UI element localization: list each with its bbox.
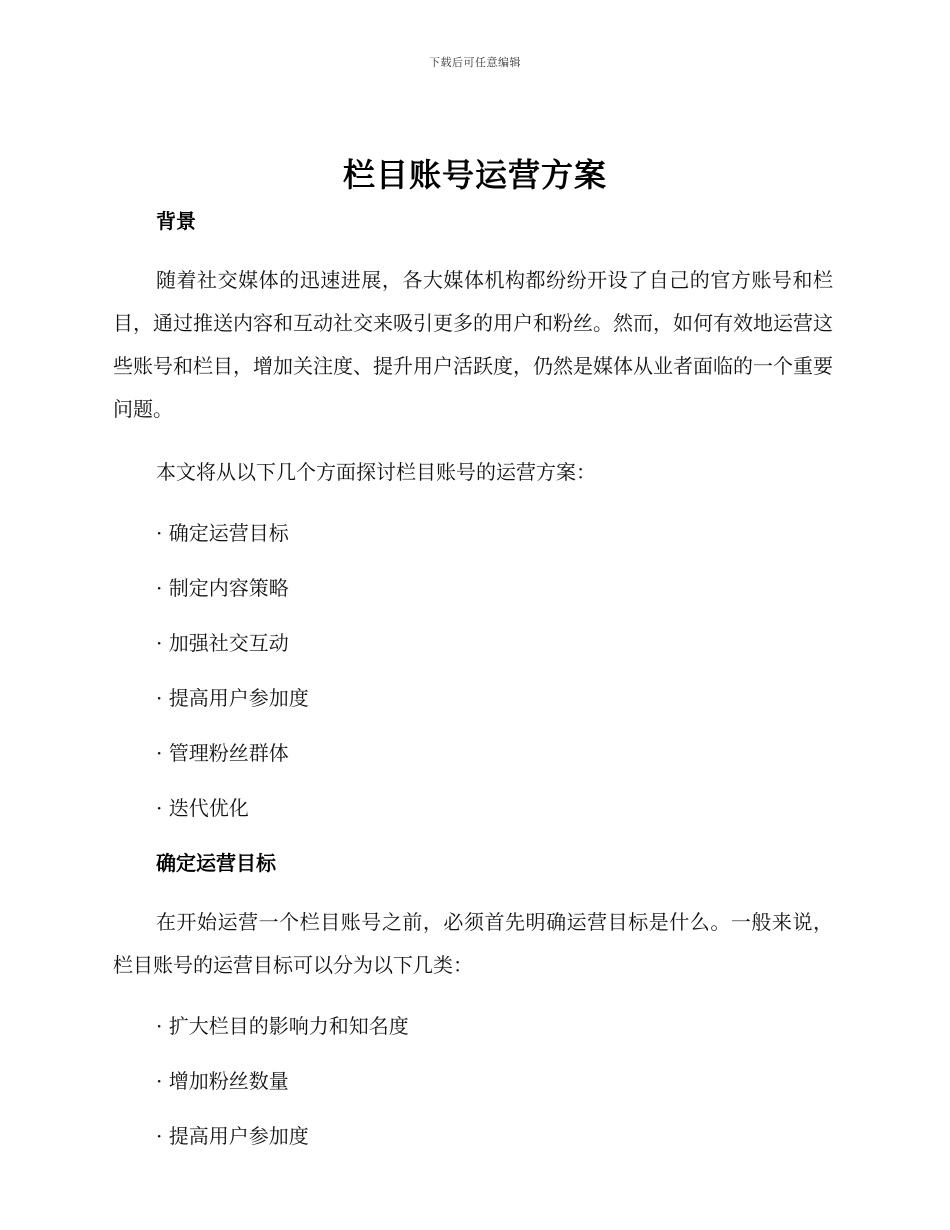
list-item: · 增加粉丝数量 bbox=[156, 1069, 289, 1093]
document-body bbox=[113, 205, 833, 1152]
section-heading-goals: 确定运营目标 bbox=[156, 851, 276, 875]
goals-paragraph: 在开始运营一个栏目账号之前，必须首先明确运营目标是什么。一般来说，栏目账号的运营目标可以分为以下几类： bbox=[113, 910, 833, 977]
intro-paragraph: 本文将从以下几个方面探讨栏目账号的运营方案： bbox=[156, 460, 596, 484]
goals-list bbox=[113, 1010, 833, 1152]
list-item: · 迭代优化 bbox=[156, 796, 249, 820]
section-heading-background: 背景 bbox=[156, 209, 196, 233]
list-item: · 加强社交互动 bbox=[156, 631, 289, 655]
list-item: · 确定运营目标 bbox=[156, 521, 289, 545]
list-item: · 扩大栏目的影响力和知名度 bbox=[156, 1014, 409, 1038]
document-title: 栏目账号运营方案 bbox=[342, 156, 607, 194]
list-item: · 提高用户参加度 bbox=[156, 686, 309, 710]
topics-list bbox=[113, 517, 833, 824]
list-item: · 管理粉丝群体 bbox=[156, 741, 289, 765]
list-item: · 提高用户参加度 bbox=[156, 1124, 309, 1148]
background-paragraph: 随着社交媒体的迅速进展，各大媒体机构都纷纷开设了自己的官方账号和栏目，通过推送内容和互动社交来吸引更多的用户和粉丝。然而，如何有效地运营这些账号和栏目，增加关注度、提升用户活跃度，仍然是媒体从业者面临的一个重要问题。 bbox=[113, 268, 833, 421]
header-note: 下载后可任意编辑 bbox=[429, 56, 521, 69]
list-item: · 制定内容策略 bbox=[156, 576, 289, 600]
